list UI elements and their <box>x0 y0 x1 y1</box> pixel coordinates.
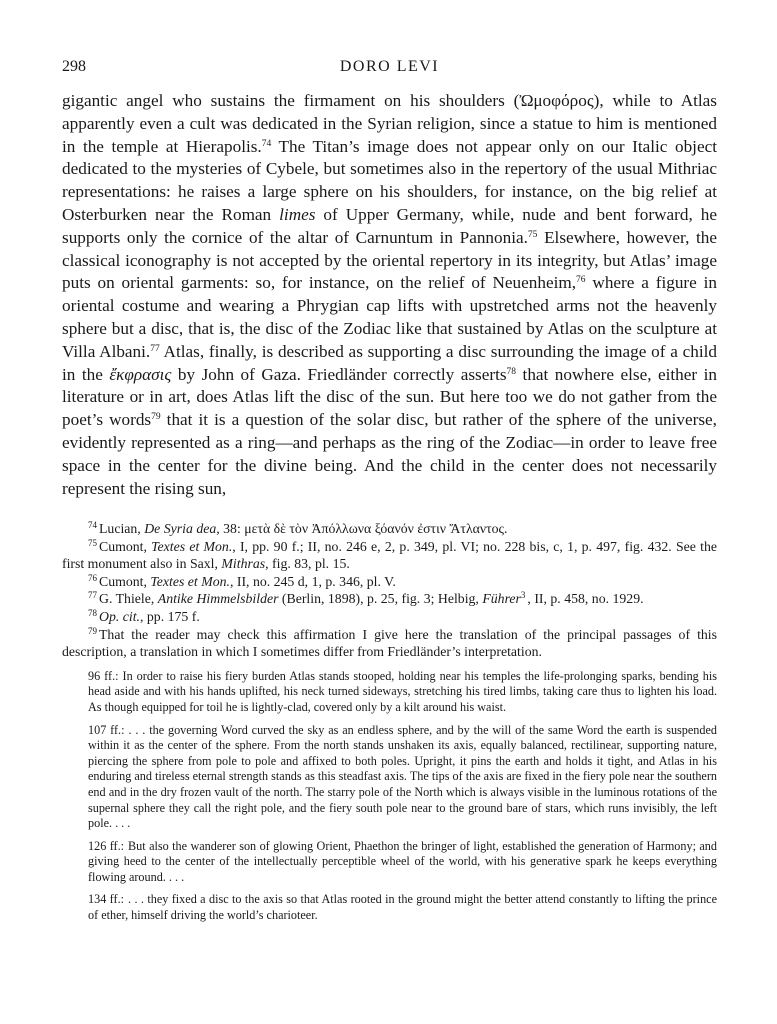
passage-text: But also the wanderer son of glowing Orient, Phaethon the bringer of light, established the generation of Harmony; and giving heed to the center of the intellectually perceptible wheel of the world, with his generative spark he keeps everything flowing around. . . . <box>88 838 717 884</box>
note-text: G. Thiele, <box>99 591 158 607</box>
text-run: Elsewhere, however, the classical iconography is not accepted by the oriental repertory in its integrity, but Atlas’ image puts on oriental garments: so, for instance, on the relief of Neuenheim, <box>62 227 717 293</box>
note-text: Cumont, <box>99 573 151 589</box>
passage-126 <box>88 839 717 886</box>
footnote-ref-79: 79 <box>151 412 161 423</box>
text-run: that it is a question of the solar disc, but rather of the sphere of the universe, evidently represented as a ring—and perhaps as the ring of the Zodiac—in order to leave free space in the center for the divine being. And the child in the center does not necessarily represent the rising sun, <box>62 410 717 498</box>
footnote-number: 77 <box>88 590 97 601</box>
text-run: Atlas, finally, is described as supporting a disc surrounding the image of a child in the <box>62 341 717 384</box>
footnote-number: 74 <box>88 520 97 530</box>
footnote-76 <box>62 573 717 591</box>
footnote-number: 78 <box>88 607 97 618</box>
page-header <box>62 58 717 82</box>
footnote-ref-74: 74 <box>261 138 272 149</box>
note-title: Textes et Mon. <box>151 538 233 554</box>
footnote-number: 75 <box>88 537 97 548</box>
footnote-ref-76: 76 <box>576 275 586 286</box>
passage-text: . . . the governing Word curved the sky as an endless sphere, and by the will of the same Word the earth is suspended within it as the center of the sphere. From the north stands unshaken its axis, equally balanced, rectilinear, supporting nature, piercing the sphere from pole to pole and affixed to both poles. Upright, it pins the earth and holds it tight, and Atlas in his enduring and tireless eternal strength stands as this steadfast axis. The tips of the axis are fixed in the fiery pole near the southern end and in the dry frozen vault of the north. The starry pole of the North which is always visible in the luminous rotations of the supernal sphere they call the right pole, and the fiery south pole near to the ground bare of stars, which runs invisibly, the left pole. . . . <box>88 722 717 831</box>
passage-96 <box>88 669 717 716</box>
text-run: where a figure in oriental costume and wearing a Phrygian cap lifts with upstretched arms not the heavenly sphere but a disc, that is, the disc of the Zodiac like that sustained by Atlas on the sculpture at Villa Albani. <box>62 273 717 361</box>
passage-text: In order to raise his fiery burden Atlas stands stooped, holding near his temples the life-prolonging sparks, bending his head aside and with his hands uplifted, his neck turned sideways, stretching his tired limbs, taking care thus to lighten his load. As though equipped for toil he is lightly-clad, covered only by a kilt around his waist. <box>88 668 717 714</box>
note-title: Textes et Mon. <box>150 573 230 589</box>
note-title: Führer <box>482 591 521 607</box>
footnote-ref-77: 77 <box>150 343 160 354</box>
text-run: The Titan’s image does not appear only on our Italic object dedicated to the mysteries of Cybele, but sometimes also in the repertory of the usual Mithriac representations: he raises a large sphere on his shoulders, for instance, on the big relief at Osterburken near the Roman <box>62 136 717 224</box>
text-run: by John of Gaza. Friedländer correctly asserts <box>171 364 507 384</box>
page-number: 298 <box>62 58 86 75</box>
note-text: , II, no. 245 d, 1, p. 346, pl. V. <box>229 573 396 589</box>
footnote-number: 79 <box>88 625 97 636</box>
text-run: of Upper Germany, while, nude and bent forward, he supports only the cornice of the altar of Carnuntum in Pannonia. <box>62 204 717 247</box>
text-run: that nowhere else, either in literature or in art, does Atlas lift the disc of the sun. But here too we do not gather from the poet’s words <box>62 364 717 430</box>
note-text: , 38: <box>216 521 245 536</box>
note-text: , I, pp. 90 f.; II, no. 246 e, 2, p. 349, pl. VI; no. 228 bis, c, 1, p. 497, fig. 432. See the first monument also in Saxl, <box>62 538 717 572</box>
passage-label: 107 ff.: <box>88 722 125 737</box>
footnote-75 <box>62 538 717 573</box>
body-paragraph <box>62 90 717 500</box>
main-text <box>62 90 717 500</box>
note-text: , fig. 83, pl. 15. <box>265 556 350 572</box>
greek-term: ἔκφρασις <box>109 364 172 384</box>
note-title: De Syria dea <box>144 521 217 536</box>
note-text: , pp. 175 f. <box>140 608 200 624</box>
footnote-79 <box>62 626 717 661</box>
translated-passages <box>88 669 717 924</box>
italic-term: limes <box>279 204 316 224</box>
running-head: DORO LEVI <box>339 58 440 75</box>
edition-superscript: 3 <box>520 590 526 601</box>
footnote-ref-78: 78 <box>506 366 517 377</box>
text-run: gigantic angel who sustains the firmament on his shoulders (Ὠμοφόρος), while to Atlas apparently even a cult was dedicated in the Syrian religion, since a statue to him is mentioned in the temple at Hierapolis. <box>62 91 717 156</box>
footnote-74 <box>62 520 717 538</box>
passage-134 <box>88 892 717 923</box>
footnotes <box>62 520 717 931</box>
passage-label: 96 ff.: <box>88 668 119 683</box>
note-title: Op. cit. <box>99 608 140 624</box>
footnote-ref-75: 75 <box>527 229 538 240</box>
passage-text: . . . they fixed a disc to the axis so that Atlas rooted in the ground might the better attend constantly to lifting the prince of ether, himself driving the world’s charioteer. <box>88 892 717 923</box>
note-text: That the reader may check this affirmation I give here the translation of the principal passages of this description, a translation in which I sometimes differ from Friedländer’s interpretation. <box>62 626 717 660</box>
footnote-78 <box>62 608 717 626</box>
passage-label: 126 ff.: <box>88 838 125 853</box>
note-title: Mithras <box>221 556 266 572</box>
note-text: Lucian, <box>99 521 145 536</box>
passage-107 <box>88 723 717 832</box>
note-text: (Berlin, 1898), p. 25, fig. 3; Helbig, <box>278 591 483 607</box>
note-title: Antike Himmelsbilder <box>157 591 279 607</box>
footnote-number: 76 <box>88 572 97 583</box>
note-text: , II, p. 458, no. 1929. <box>527 591 644 607</box>
passage-label: 134 ff.: <box>88 892 125 907</box>
greek-quote: μετὰ δὲ τὸν Ἀπόλλωνα ξόανόν ἐστιν Ἄτλαντος. <box>244 521 508 536</box>
footnote-77 <box>62 590 717 608</box>
note-text: Cumont, <box>99 538 152 554</box>
